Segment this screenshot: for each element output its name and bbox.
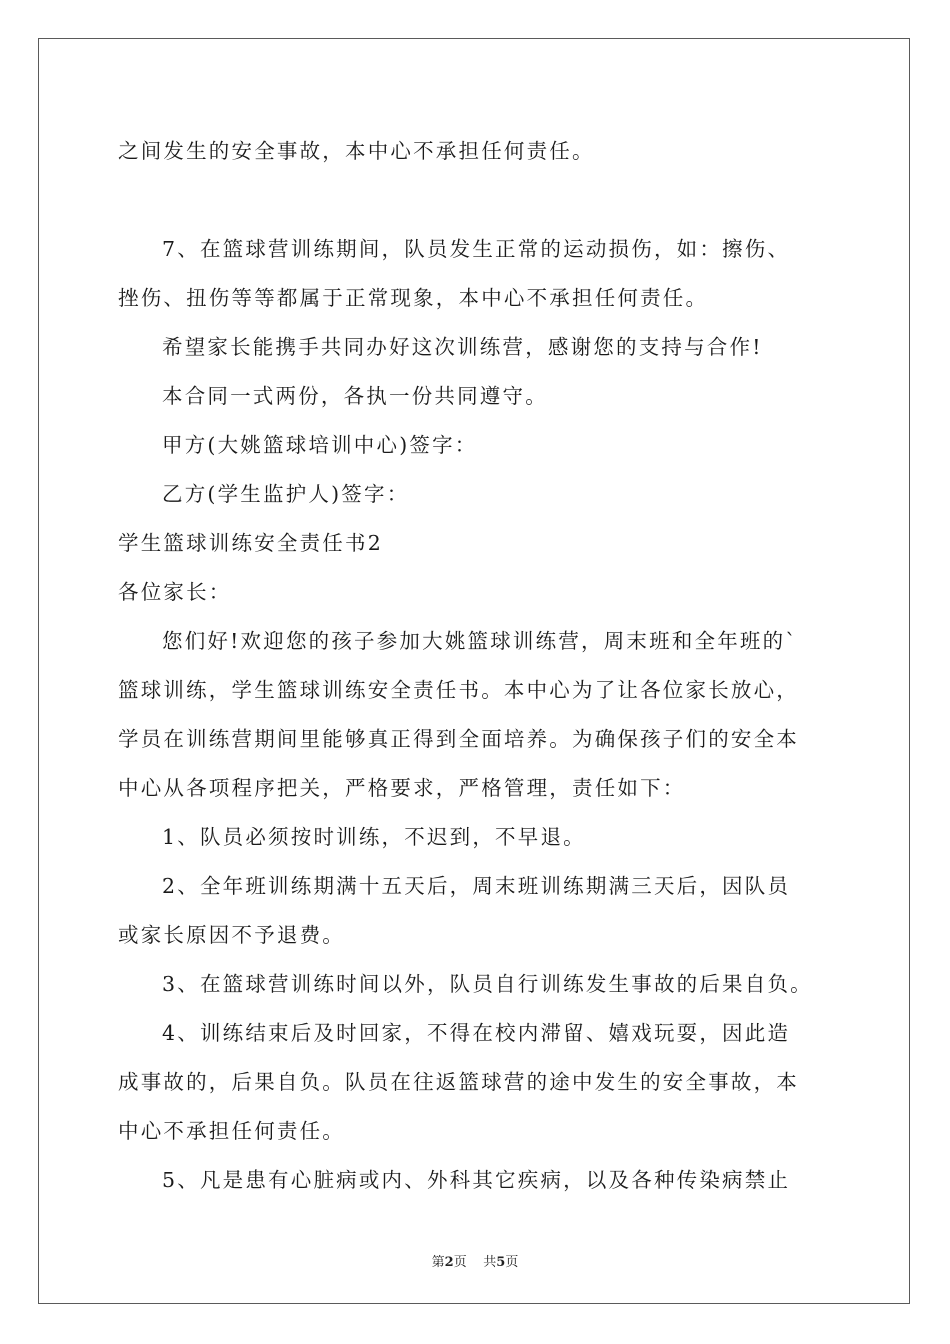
document-line: 学生篮球训练安全责任书2 — [118, 531, 383, 555]
footer-total-suffix: 页 — [505, 1255, 519, 1270]
footer-total-prefix: 共 — [483, 1255, 497, 1270]
page-footer — [0, 1251, 950, 1270]
document-line: 希望家长能携手共同办好这次训练营，感谢您的支持与合作! — [162, 335, 763, 359]
document-line: 各位家长： — [118, 580, 232, 604]
document-line: 学员在训练营期间里能够真正得到全面培养。为确保孩子们的安全本 — [118, 727, 799, 751]
document-line: 您们好!欢迎您的孩子参加大姚篮球训练营，周末班和全年班的` — [162, 629, 798, 653]
footer-page-prefix: 第 — [431, 1255, 445, 1270]
document-line: 本合同一式两份，各执一份共同遵守。 — [162, 384, 548, 408]
footer-page-number: 2 — [444, 1255, 454, 1270]
document-line: 挫伤、扭伤等等都属于正常现象，本中心不承担任何责任。 — [118, 286, 709, 310]
document-line: 之间发生的安全事故，本中心不承担任何责任。 — [118, 139, 595, 163]
document-line: 7、在篮球营训练期间，队员发生正常的运动损伤，如：擦伤、 — [162, 237, 791, 261]
document-line: 2、全年班训练期满十五天后，周末班训练期满三天后，因队员 — [162, 874, 791, 898]
document-line: 或家长原因不予退费。 — [118, 923, 345, 947]
document-body — [118, 127, 838, 1205]
document-line: 成事故的，后果自负。队员在往返篮球营的途中发生的安全事故，本 — [118, 1070, 799, 1094]
document-line: 中心不承担任何责任。 — [118, 1119, 345, 1143]
footer-page-suffix: 页 — [453, 1255, 467, 1270]
document-line: 5、凡是患有心脏病或内、外科其它疾病，以及各种传染病禁止 — [162, 1168, 791, 1192]
document-line: 中心从各项程序把关，严格要求，严格管理，责任如下： — [118, 776, 686, 800]
paragraph-gap — [118, 176, 838, 225]
document-line: 甲方(大姚篮球培训中心)签字： — [162, 433, 478, 457]
document-line: 1、队员必须按时训练，不迟到，不早退。 — [162, 825, 586, 849]
document-line: 乙方(学生监护人)签字： — [162, 482, 410, 506]
document-line: 4、训练结束后及时回家，不得在校内滞留、嬉戏玩耍，因此造 — [162, 1021, 791, 1045]
footer-total-pages: 5 — [496, 1255, 506, 1270]
document-line: 篮球训练，学生篮球训练安全责任书。本中心为了让各位家长放心， — [118, 678, 799, 702]
document-line: 3、在篮球营训练时间以外，队员自行训练发生事故的后果自负。 — [162, 972, 813, 996]
